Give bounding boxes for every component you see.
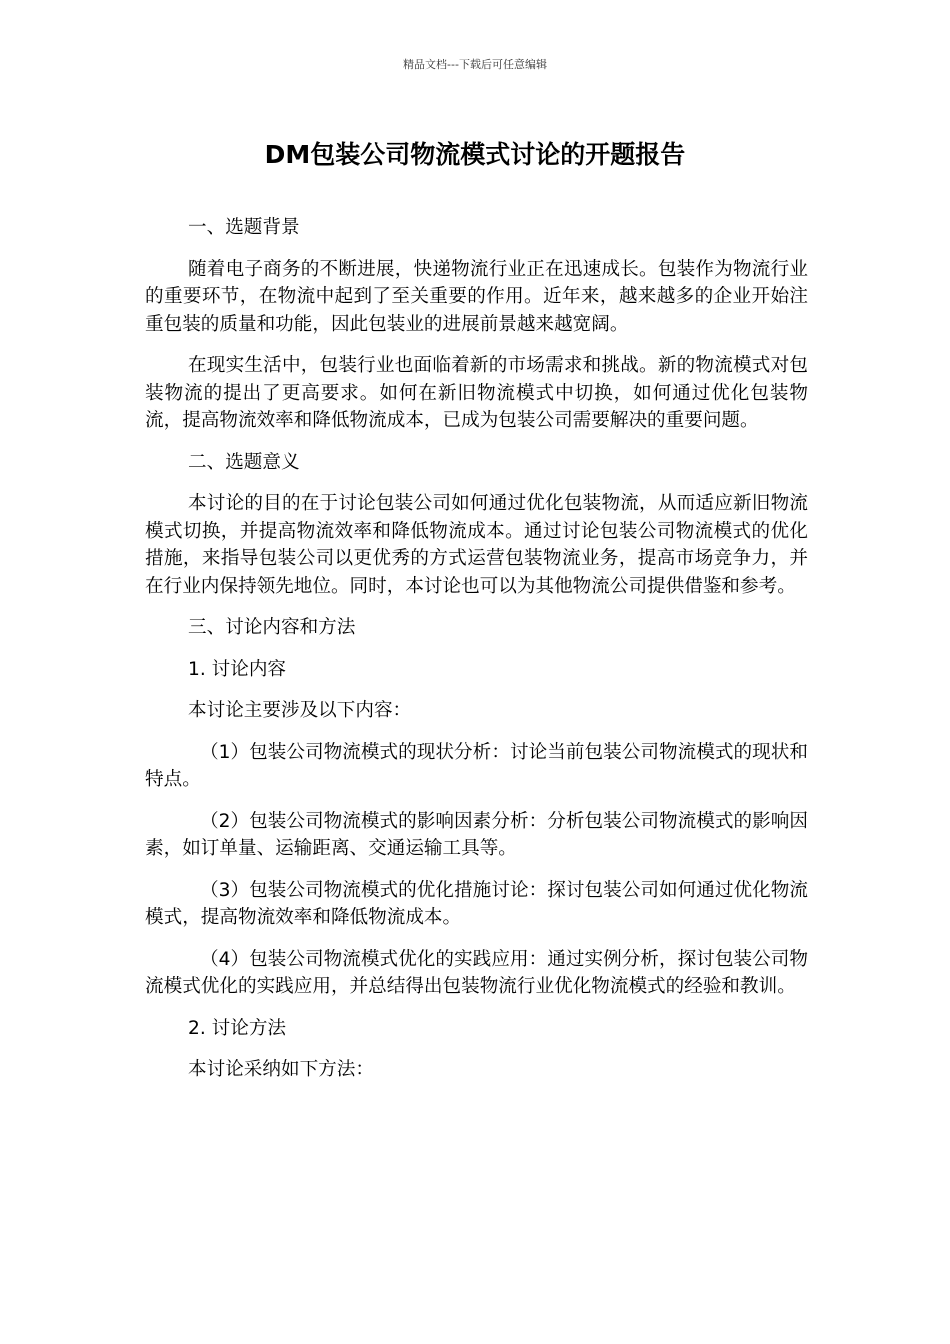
list-item-3: （3）包装公司物流模式的优化措施讨论：探讨包装公司如何通过优化物流模式，提高物流效率和降低物流成本。	[145, 879, 808, 928]
document-title: DM包装公司物流模式讨论的开题报告	[264, 140, 686, 169]
document-body	[145, 214, 808, 1098]
paragraph-background-1: 随着电子商务的不断进展，快递物流行业正在迅速成长。包装作为物流行业的重要环节，在物流中起到了至关重要的作用。近年来，越来越多的企业开始注重包装的质量和功能，因此包装业的进展前景越来越宽阔。	[145, 258, 808, 335]
page-header-watermark: 精品文档---下载后可任意编辑	[403, 58, 547, 71]
section-heading-background: 一、选题背景	[188, 217, 300, 238]
list-item-4: （4）包装公司物流模式优化的实践应用：通过实例分析，探讨包装公司物流模式优化的实践应用，并总结得出包装物流行业优化物流模式的经验和教训。	[145, 948, 808, 997]
subheading-content: 1. 讨论内容	[188, 658, 287, 680]
list-item-1: （1）包装公司物流模式的现状分析：讨论当前包装公司物流模式的现状和特点。	[145, 741, 808, 790]
paragraph-background-2: 在现实生活中，包装行业也面临着新的市场需求和挑战。新的物流模式对包装物流的提出了更高要求。如何在新旧物流模式中切换，如何通过优化包装物流，提高物流效率和降低物流成本，已成为包装公司需要解决的重要问题。	[145, 355, 808, 431]
paragraph-methods-intro: 本讨论采纳如下方法：	[188, 1059, 374, 1080]
list-item-2: （2）包装公司物流模式的影响因素分析：分析包装公司物流模式的影响因素，如订单量、运输距离、交通运输工具等。	[145, 810, 808, 859]
section-heading-significance: 二、选题意义	[188, 451, 300, 473]
paragraph-significance: 本讨论的目的在于讨论包装公司如何通过优化包装物流，从而适应新旧物流模式切换，并提高物流效率和降低物流成本。通过讨论包装公司物流模式的优化措施，来指导包装公司以更优秀的方式运营包装物流业务，提高市场竞争力，并在行业内保持领先地位。同时，本讨论也可以为其他物流公司提供借鉴和参考。	[145, 493, 808, 597]
paragraph-content-intro: 本讨论主要涉及以下内容：	[188, 700, 412, 721]
section-heading-content-methods: 三、讨论内容和方法	[188, 617, 356, 638]
subheading-methods: 2. 讨论方法	[188, 1017, 287, 1039]
